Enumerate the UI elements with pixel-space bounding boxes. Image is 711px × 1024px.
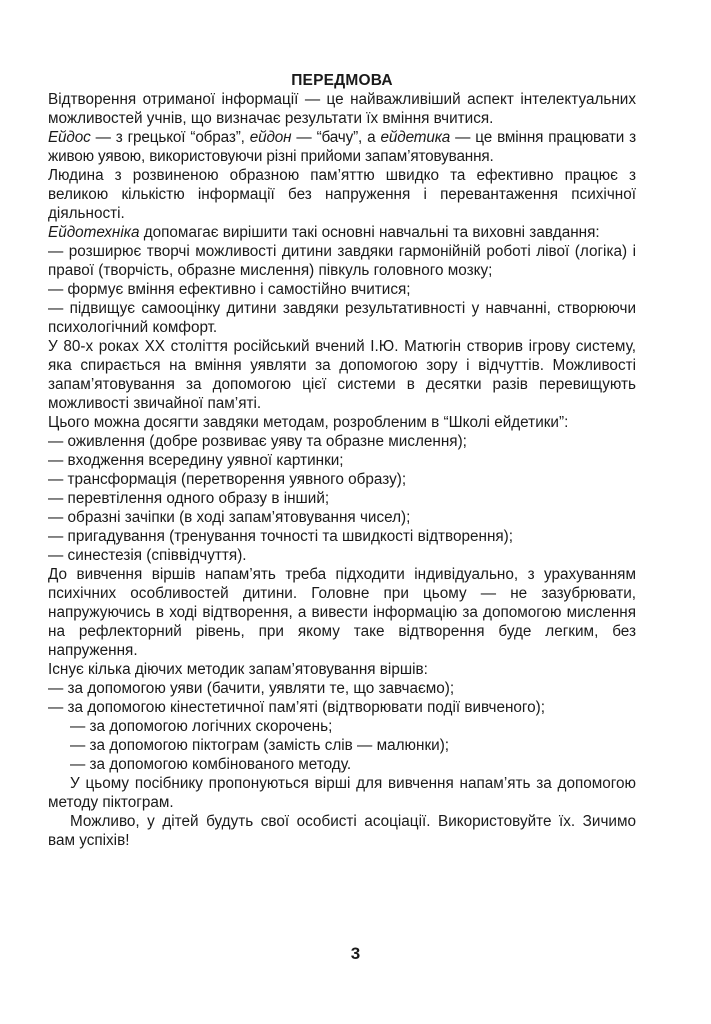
paragraph-pictograms: У цьому посібнику пропонуються вірші для вивчення напам’ять за допомогою методу піктограм. xyxy=(48,775,636,811)
term-eidos: Ейдос xyxy=(48,129,91,146)
list-item-task-3: — підвищує самооцінку дитини завдяки результативності у навчанні, створюючи психологічний комфорт. xyxy=(48,300,636,336)
page-number: 3 xyxy=(350,944,361,963)
paragraph-matyugin: У 80-х роках XX століття російський вчений І.Ю. Матюгін створив ігрову систему, яка спирається на вміння уявляти за допомогою зору і відчуттів. Можливості запам’ятовування за допомогою цієї системи в десятки разів перевищують можливості звичайної пам’яті. xyxy=(48,338,636,412)
list-item-method-7: — синестезія (співвідчуття). xyxy=(48,547,247,564)
term-eidetics: ейдетика xyxy=(380,129,451,146)
list-item-verse-method-2: — за допомогою кінестетичної пам’яті (відтворювати події вивченого); xyxy=(48,699,546,716)
paragraph-intro: Відтворення отриманої інформації — це найважливіший аспект інтелектуальних можливостей учнів, що визначає результати їх вміння вчитися. xyxy=(48,91,636,127)
paragraph-eidotechnics: Ейдотехніка допомагає вирішити такі основні навчальні та виховні завдання: xyxy=(48,224,600,241)
list-item-verse-method-3: — за допомогою логічних скорочень; xyxy=(70,718,333,735)
paragraph-eidos-definition: Ейдос — з грецької “образ”, ейдон — “бачу”, а ейдетика — це вміння працювати з живою уявою, використовуючи різні прийоми запам’ятовування. xyxy=(48,129,636,165)
paragraph-verse-methods-intro: Існує кілька діючих методик запам’ятовування віршів: xyxy=(48,661,428,678)
page-title: ПЕРЕДМОВА xyxy=(291,72,393,89)
list-item-method-1: — оживлення (добре розвиває уяву та образне мислення); xyxy=(48,433,467,450)
paragraph-imagery-memory: Людина з розвиненою образною пам’яттю швидко та ефективно працює з великою кількістю інформації без напруження і перевантаження психічної діяльності. xyxy=(48,167,636,222)
paragraph-verse-learning: До вивчення віршів напам’ять треба підходити індивідуально, з урахуванням психічних особливостей дитини. Головне при цьому — не зазубрювати, напружуючись в ході відтворення, а вивести інформацію за допомогою мислення на рефлекторний рівень, при якому таке відтворення буде легким, без напруження. xyxy=(48,566,636,659)
list-item-method-3: — трансформація (перетворення уявного образу); xyxy=(48,471,407,488)
preface-page xyxy=(48,71,636,850)
list-item-method-6: — пригадування (тренування точності та швидкості відтворення); xyxy=(48,528,514,545)
paragraph-closing: Можливо, у дітей будуть свої особисті асоціації. Використовуйте їх. Зичимо вам успіхів! xyxy=(48,813,636,849)
paragraph-methods-intro: Цього можна досягти завдяки методам, розробленим в “Школі ейдетики”: xyxy=(48,414,569,431)
list-item-method-2: — входження всередину уявної картинки; xyxy=(48,452,344,469)
list-item-method-4: — перевтілення одного образу в інший; xyxy=(48,490,330,507)
list-item-verse-method-5: — за допомогою комбінованого методу. xyxy=(70,756,352,773)
term-eidotechnics: Ейдотехніка xyxy=(48,224,140,241)
list-item-verse-method-4: — за допомогою піктограм (замість слів — малюнки); xyxy=(70,737,450,754)
list-item-method-5: — образні зачіпки (в ході запам’ятовування чисел); xyxy=(48,509,411,526)
list-item-task-2: — формує вміння ефективно і самостійно вчитися; xyxy=(48,281,411,298)
list-item-verse-method-1: — за допомогою уяви (бачити, уявляти те, що завчаємо); xyxy=(48,680,455,697)
list-item-task-1: — розширює творчі можливості дитини завдяки гармонійній роботі лівої (логіка) і правої (творчість, образне мислення) півкуль головного мозку; xyxy=(48,243,636,279)
term-eidon: ейдон xyxy=(249,129,292,146)
